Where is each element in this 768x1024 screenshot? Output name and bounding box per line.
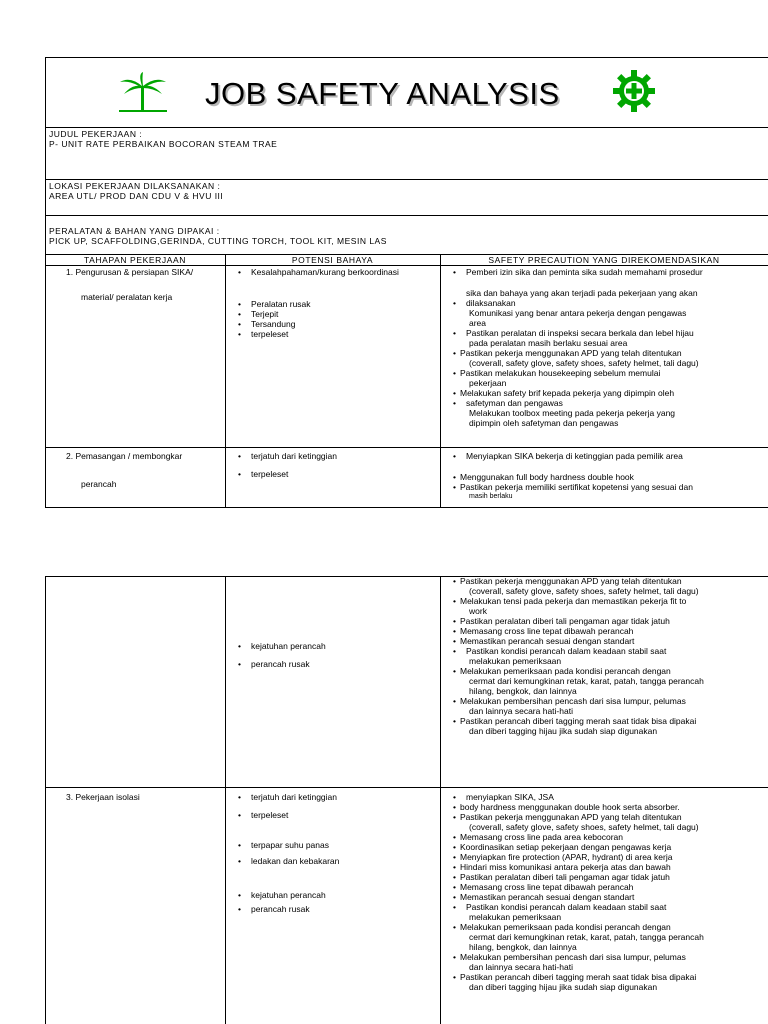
row2-step-line1: 2. Pemasangan / membongkar (66, 451, 183, 461)
hazard-item: • Tersandung (235, 319, 311, 329)
row3-hazard-list (235, 641, 326, 669)
top-border (45, 57, 768, 58)
hazard-item: • terjatuh dari ketinggian (235, 792, 339, 802)
hazard-item: • Terjepit (235, 309, 311, 319)
lokasi-label: LOKASI PEKERJAAN DILAKSANAKAN : (49, 181, 221, 191)
precaution-item: • Menggunakan full body hardness double hook (450, 472, 750, 482)
precaution-item: sika dan bahaya yang akan terjadi pada pekerjaan yang akan (466, 288, 698, 298)
row1-step-line2: material/ peralatan kerja (81, 292, 173, 302)
precaution-item: • Hindari miss komunikasi antara pekerja atas dan bawah (450, 862, 760, 872)
row1-bottom (45, 447, 768, 448)
precaution-item: • Menyiapkan SIKA bekerja di ketinggian pada pemilik area (450, 451, 750, 461)
hazard-item: • perancah rusak (235, 904, 339, 914)
hazard-item: • perancah rusak (235, 659, 326, 669)
precaution-item: • Pastikan perancah diberi tagging merah saat tidak bisa dipakai (450, 716, 760, 726)
precaution-item: • Memasang cross line tepat dibawah perancah (450, 882, 760, 892)
row4-step-line1: 3. Pekerjaan isolasi (66, 792, 140, 802)
hazard-item: • ledakan dan kebakaran (235, 856, 339, 866)
precaution-item: (coverall, safety glove, safety shoes, safety helmet, tali dagu) (469, 358, 699, 368)
precaution-item: • Pastikan kondisi perancah dalam keadaan stabil saat (450, 902, 760, 912)
precaution-item: • Melakukan tensi pada pekerja dan memastikan pekerja fit to (450, 596, 760, 606)
precaution-item: • Melakukan pembersihan pencash dari sisa lumpur, pelumas (450, 696, 760, 706)
page2-left-border (45, 576, 46, 1024)
precaution-item: • safetyman dan pengawas (450, 398, 750, 408)
precaution-item: area (469, 318, 487, 328)
hazard-item: • terpapar suhu panas (235, 840, 339, 850)
precaution-item: • Pastikan pekerja menggunakan APD yang telah ditentukan (450, 812, 760, 822)
precaution-item: • Melakukan safety brif kepada pekerja yang dipimpin oleh (450, 388, 750, 398)
precaution-item: • Memastikan perancah sesuai dengan standart (450, 636, 760, 646)
precaution-item: • Menyiapkan fire protection (APAR, hydrant) di area kerja (450, 852, 760, 862)
precaution-item: dan diberi tagging hijau jika sudah siap digunakan (469, 982, 658, 992)
row1-precaution-list (450, 267, 750, 428)
row4-hazard-list (235, 792, 339, 914)
precaution-item: Melakukan toolbox meeting pada pekerja pekerja yang (469, 408, 676, 418)
lokasi-divider (45, 215, 768, 216)
precaution-item: pada peralatan masih berlaku sesuai area (469, 338, 628, 348)
page-title: JOB SAFETY ANALYSIS (205, 76, 560, 111)
precaution-item: (coverall, safety glove, safety shoes, safety helmet, tali dagu) (469, 822, 699, 832)
precaution-item: melakukan pemeriksaan (469, 656, 562, 666)
precaution-item: • body hardness menggunakan double hook serta absorber. (450, 802, 760, 812)
row1-hazard-list (235, 267, 399, 277)
precaution-item: dipimpin oleh safetyman dan pengawas (469, 418, 619, 428)
page2-col-divider-2 (440, 576, 441, 1024)
precaution-item: • menyiapkan SIKA, JSA (450, 792, 760, 802)
precaution-item: • Pastikan pekerja menggunakan APD yang telah ditentukan (450, 576, 760, 586)
precaution-item: • Pastikan pekerja memiliki sertifikat kopetensi yang sesuai dan (450, 482, 750, 492)
hazard-item: • Kesalahpahaman/kurang berkoordinasi (235, 267, 399, 277)
hazard-item: • Peralatan rusak (235, 299, 311, 309)
precaution-item: • dilaksanakan (450, 298, 750, 308)
column-header-safety: SAFETY PRECAUTION YANG DIREKOMENDASIKAN (488, 255, 720, 265)
hazard-item: • terjatuh dari ketinggian (235, 451, 337, 461)
peralatan-label: PERALATAN & BAHAN YANG DIPAKAI : (49, 226, 220, 236)
precaution-item: • Pastikan peralatan diberi tali pengaman agar tidak jatuh (450, 616, 760, 626)
precaution-item: • Memastikan perancah sesuai dengan standart (450, 892, 760, 902)
row2-precaution-list (450, 451, 750, 502)
header-divider (45, 127, 768, 128)
precaution-item: • Melakukan pemeriksaan pada kondisi perancah dengan (450, 922, 760, 932)
precaution-item: work (469, 606, 487, 616)
lokasi-value: AREA UTL/ PROD DAN CDU V & HVU III (49, 191, 224, 201)
precaution-item: • Pastikan peralatan di inspeksi secara berkala dan lebel hijau (450, 328, 750, 338)
precaution-item: • Memasang cross line tepat dibawah perancah (450, 626, 760, 636)
precaution-item: • Memasang cross line pada area kebocoran (450, 832, 760, 842)
precaution-item: cermat dari kemungkinan retak, karat, patah, tangga perancah (469, 932, 704, 942)
precaution-item: dan lainnya secara hati-hati (469, 706, 573, 716)
column-header-potensi: POTENSI BAHAYA (291, 255, 374, 265)
precaution-item: • Melakukan pemeriksaan pada kondisi perancah dengan (450, 666, 760, 676)
col-divider-1 (225, 254, 226, 507)
row3-precaution-list (450, 576, 760, 736)
left-border (45, 57, 46, 507)
precaution-item: (coverall, safety glove, safety shoes, safety helmet, tali dagu) (469, 586, 699, 596)
page2-col-divider-1 (225, 576, 226, 1024)
precaution-item: • Pastikan peralatan diberi tali pengaman agar tidak jatuh (450, 872, 760, 882)
row1-hazard-list-2 (235, 299, 311, 339)
row2-step-line2: perancah (81, 479, 117, 489)
row3-bottom (45, 787, 768, 788)
precaution-item: hilang, bengkok, dan lainnya (469, 686, 577, 696)
precaution-item: • Pastikan kondisi perancah dalam keadaan stabil saat (450, 646, 760, 656)
row1-step-line1: 1. Pengurusan & persiapan SIKA/ (66, 267, 194, 277)
palm-tree-logo (116, 72, 170, 118)
precaution-item: pekerjaan (469, 378, 507, 388)
row2-bottom (45, 507, 768, 508)
judul-divider (45, 179, 768, 180)
hazard-item: • kejatuhan perancah (235, 641, 326, 651)
peralatan-value: PICK UP, SCAFFOLDING,GERINDA, CUTTING TORCH, TOOL KIT, MESIN LAS (49, 236, 387, 246)
precaution-item: masih berlaku (469, 493, 513, 500)
precaution-item: Komunikasi yang benar antara pekerja dengan pengawas (469, 308, 687, 318)
hazard-item: • kejatuhan perancah (235, 890, 339, 900)
precaution-item: • Pastikan perancah diberi tagging merah saat tidak bisa dipakai (450, 972, 760, 982)
table-header-bottom (45, 265, 768, 266)
hazard-item: • terpeleset (235, 810, 339, 820)
row2-hazard-list (235, 451, 337, 479)
precaution-item: • Pastikan pekerja menggunakan APD yang telah ditentukan (450, 348, 750, 358)
gear-cross-logo (612, 69, 656, 113)
precaution-item: cermat dari kemungkinan retak, karat, patah, tangga perancah (469, 676, 704, 686)
hazard-item: • terpeleset (235, 469, 337, 479)
judul-label: JUDUL PEKERJAAN : (49, 129, 143, 139)
precaution-item: dan lainnya secara hati-hati (469, 962, 573, 972)
precaution-item: dan diberi tagging hijau jika sudah siap digunakan (469, 726, 658, 736)
precaution-item: • Melakukan pembersihan pencash dari sisa lumpur, pelumas (450, 952, 760, 962)
hazard-item: • terpeleset (235, 329, 311, 339)
precaution-item: melakukan pemeriksaan (469, 912, 562, 922)
precaution-item: • Pastikan melakukan housekeeping sebelum memulai (450, 368, 750, 378)
row4-precaution-list (450, 792, 760, 992)
judul-value: P- UNIT RATE PERBAIKAN BOCORAN STEAM TRAE (49, 139, 278, 149)
precaution-item: • Pemberi izin sika dan peminta sika sudah memahami prosedur (450, 267, 750, 277)
col-divider-2 (440, 254, 441, 507)
column-header-tahapan: TAHAPAN PEKERJAAN (84, 255, 186, 265)
precaution-item: hilang, bengkok, dan lainnya (469, 942, 577, 952)
precaution-item: • Koordinasikan setiap pekerjaan dengan pengawas kerja (450, 842, 760, 852)
